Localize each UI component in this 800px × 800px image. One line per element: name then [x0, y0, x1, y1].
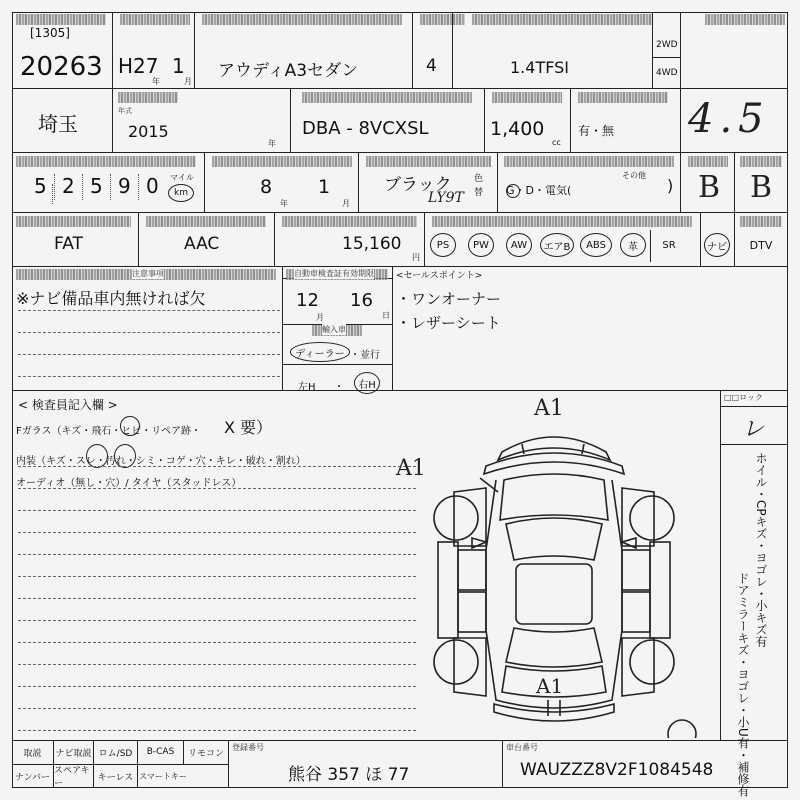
footer-rom-sd: ロム/SD	[94, 740, 138, 764]
first-reg-era: H27	[118, 54, 159, 78]
import-dealer: ディーラー	[290, 342, 350, 362]
footer-bcas: B-CAS	[138, 740, 184, 764]
unit-mile: マイル	[170, 173, 194, 182]
shaken-month: 12	[296, 290, 319, 311]
equip-leather: 革	[620, 233, 646, 257]
model-year: 2015	[128, 122, 169, 141]
interior-dirt-circle	[114, 444, 136, 468]
turbo: 有・無	[578, 124, 615, 138]
footer-remote: リモコン	[187, 748, 224, 759]
exterior-grade: B	[750, 170, 773, 205]
lot-number: 20263	[20, 52, 103, 82]
inspection-year: 8	[260, 176, 273, 198]
unit-km: km	[168, 184, 194, 202]
region: 埼玉	[38, 112, 78, 136]
model-code: DBA - 8VCXSL	[302, 118, 429, 139]
equip-aw: AW	[506, 233, 532, 257]
inspector-header: < 検査員記入欄 >	[18, 398, 118, 412]
notes-text: ※ナビ備品車内無ければ欠	[16, 289, 206, 308]
color-name: ブラック	[384, 175, 452, 195]
interior-wear-circle	[86, 444, 108, 468]
footer-keyless: キーレス	[94, 764, 138, 788]
shaken-header: 自動車検査証有効期限	[294, 269, 374, 278]
mileage-digit-3: 5	[90, 174, 103, 198]
notes-header: 注意事項	[132, 269, 164, 278]
mileage-digit-1: 5	[34, 174, 47, 198]
footer-number: ナンバー	[12, 764, 54, 788]
plate-label: 登録番号	[232, 743, 264, 752]
equip-abs: ABS	[580, 233, 612, 257]
sales-header: <セールスポイント>	[396, 271, 483, 281]
model-year-label: 年式	[118, 107, 132, 115]
equip-ps: PS	[430, 233, 456, 257]
footer-manual: 取説	[12, 740, 54, 764]
score-value: 4.5	[688, 96, 770, 142]
interior-grade: B	[698, 170, 721, 205]
inspection-month: 1	[318, 176, 331, 198]
lot-tag: [1305]	[30, 26, 70, 40]
check-label: □□ロック	[724, 393, 763, 402]
vin-label: 車台番号	[506, 743, 538, 752]
damage-a1-front: A1	[534, 396, 564, 421]
shaken-day: 16	[350, 290, 373, 311]
sales-point-2: ・レザーシート	[396, 314, 501, 332]
equip-sunroof: SR	[662, 239, 676, 251]
damage-a1-rear: A1	[536, 674, 564, 698]
first-reg-month: 1	[172, 54, 185, 78]
recycle-fee: 15,160	[342, 234, 402, 254]
equip-navi: ナビ	[704, 233, 730, 257]
car-damage-diagram	[424, 400, 714, 738]
aircon: AAC	[184, 234, 220, 254]
inspector-line-interior: 内装（キズ・スレ・汚れ・シミ・コゲ・穴・キレ・破れ・割れ）	[16, 456, 306, 467]
equip-dtv: DTV	[749, 238, 773, 252]
import-parallel: ・並行	[350, 350, 380, 361]
damage-a1-left: A1	[396, 456, 426, 481]
inspector-line-glass: Fガラス（キズ・飛石・ヒビ・リペア跡・	[16, 426, 202, 437]
inspector-line-audio: オーディオ（無し・穴）/ タイヤ（スタッドレス）	[16, 478, 242, 489]
door-count: 4	[426, 56, 437, 76]
handle-left: 左H	[298, 382, 316, 393]
color-code: LY9T	[428, 190, 464, 206]
drive-4wd: 4WD	[656, 68, 678, 78]
footer-spare-key: スペアキー	[54, 764, 94, 788]
check-mark: レ	[742, 417, 765, 442]
glass-x-required: X 要）	[224, 418, 273, 437]
drive-2wd: 2WD	[656, 40, 678, 50]
mileage-digit-5: 0	[146, 174, 159, 198]
auction-sheet: [1305] 20263 H27 1 年 月 アウディA3セダン 4 1.4TFSI 2WD 4WD 4.5 埼玉 年式 2015 年 DBA - 8VCXSL 1,400 cc 有・無 5 2 5 9 0 マイル km 8 年 1 月 ブラック LY9T 色替 G・D・電気( その他 ) B B FAT AAC 15,160 円 PS PW AW エアB ABS 革 SR ナビ DTV 注意事項 自動車検査証有効期限 ※ナビ備品車内無ければ欠 12 月 16 日 輸入車 ディーラー ・並行 左H ・ 右H <セールスポイント> ・ワンオーナー ・レザーシート < 検査員記入欄 > Fガラス（キズ・飛石・ヒビ・リペア跡・ X 要） 内装（キズ・スレ・汚れ・シミ・コゲ・穴・キレ・破れ・割れ） オーディオ（無し・穴）/ タイヤ（スタッドレス） A1 A1 A1 □□ロック レ ホイル・CPキズ・ヨゴレ・小キズ有 ドアミラーキズ・ヨゴレ・小U有・補修有 取説 ナビ取説 ロム/SD B-CAS リモコン ナンバー スペアキー キーレス スマートキー 登録番号 熊谷 357 ほ 77 車台番号 WAUZZZ8V2F1084548	[12, 12, 788, 788]
plate-number: 熊谷 357 ほ 77	[288, 765, 410, 785]
side-note-wheel: ホイル・CPキズ・ヨゴレ・小キズ有	[754, 452, 768, 648]
car-name: アウディA3セダン	[218, 61, 359, 81]
transmission: FAT	[54, 234, 83, 254]
import-header: 輸入車	[322, 325, 346, 334]
handle-right: 右H	[354, 372, 380, 394]
displacement: 1,400	[490, 118, 545, 140]
sales-point-1: ・ワンオーナー	[396, 290, 502, 308]
color-change-label: 色替	[474, 174, 484, 198]
fuel-gasoline-circle	[506, 184, 520, 198]
grade: 1.4TFSI	[510, 58, 570, 77]
mileage-digit-2: 2	[62, 174, 75, 198]
mileage-digit-4: 9	[118, 174, 131, 198]
fuel-other: その他	[622, 171, 646, 180]
fuel-type: G・D・電気(	[506, 184, 572, 197]
vin-number: WAUZZZ8V2F1084548	[520, 760, 714, 780]
footer-navi-manual: ナビ取説	[54, 740, 94, 764]
footer-smart-key: スマートキー	[139, 771, 187, 781]
equip-airbag: エアB	[540, 233, 574, 257]
glass-stone-circle	[120, 416, 140, 436]
equip-pw: PW	[468, 233, 494, 257]
side-note-mirror: ドアミラーキズ・ヨゴレ・小U有・補修有	[736, 572, 750, 797]
